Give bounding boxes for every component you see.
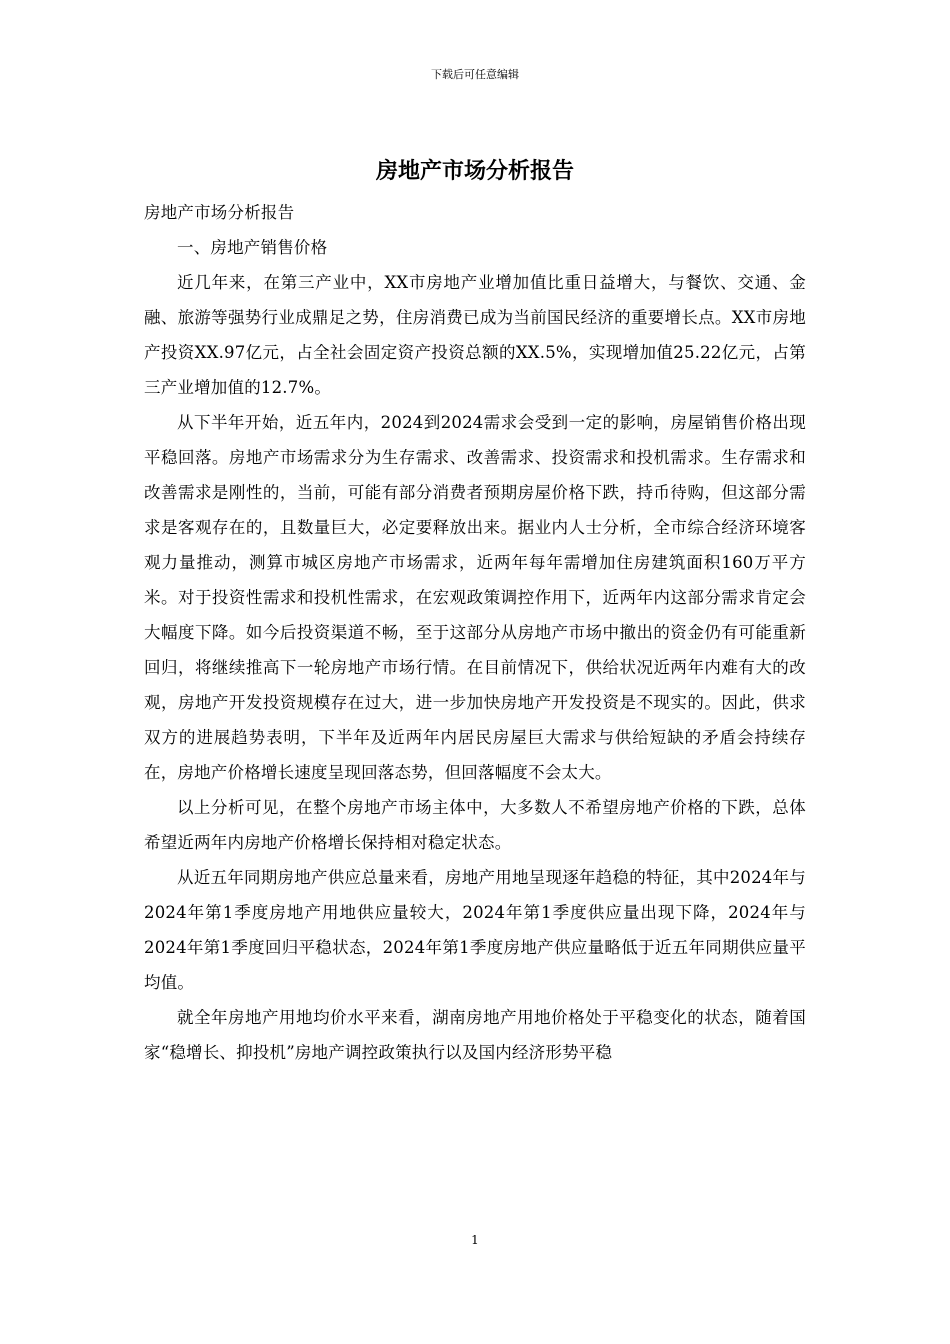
document-title: 房地产市场分析报告 [375, 158, 574, 184]
paragraph: 以上分析可见，在整个房地产市场主体中，大多数人不希望房地产价格的下跌，总体希望近两年内房地产价格增长保持相对稳定状态。 [144, 798, 806, 852]
document-subtitle: 房地产市场分析报告 [144, 203, 295, 222]
header-note: 下载后可任意编辑 [431, 68, 519, 81]
paragraph: 从下半年开始，近五年内，2024到2024需求会受到一定的影响，房屋销售价格出现平稳回落。房地产市场需求分为生存需求、改善需求、投资需求和投机需求。生存需求和改善需求是刚性的，当前，可能有部分消费者预期房屋价格下跌，持币待购，但这部分需求是客观存在的，且数量巨大，必定要释放出来。据业内人士分析，全市综合经济环境客观力量推动，测算市城区房地产市场需求，近两年每年需增加住房建筑面积160万平方米。对于投资性需求和投机性需求，在宏观政策调控作用下，近两年内这部分需求肯定会大幅度下降。如今后投资渠道不畅，至于这部分从房地产市场中撤出的资金仍有可能重新回归，将继续推高下一轮房地产市场行情。在目前情况下，供给状况近两年内难有大的改观，房地产开发投资规模存在过大，进一步加快房地产开发投资是不现实的。因此，供求双方的进展趋势表明，下半年及近两年内居民房屋巨大需求与供给短缺的矛盾会持续存在，房地产价格增长速度呈现回落态势，但回落幅度不会太大。 [144, 413, 806, 782]
paragraph: 从近五年同期房地产供应总量来看，房地产用地呈现逐年趋稳的特征，其中2024年与2024年第1季度房地产用地供应量较大，2024年第1季度供应量出现下降，2024年与2024年第1季度回归平稳状态，2024年第1季度房地产供应量略低于近五年同期供应量平均值。 [144, 868, 806, 992]
section-heading: 一、房地产销售价格 [177, 238, 328, 257]
paragraph: 近几年来，在第三产业中，XX市房地产业增加值比重日益增大，与餐饮、交通、金融、旅游等强势行业成鼎足之势，住房消费已成为当前国民经济的重要增长点。XX市房地产投资XX.97亿元，占全社会固定资产投资总额的XX.5%，实现增加值25.22亿元，占第三产业增加值的12.7%。 [144, 273, 806, 397]
paragraph: 就全年房地产用地均价水平来看，湖南房地产用地价格处于平稳变化的状态，随着国家“稳增长、抑投机”房地产调控政策执行以及国内经济形势平稳 [144, 1008, 806, 1062]
page-number: 1 [471, 1233, 479, 1247]
document-body [144, 195, 806, 1070]
